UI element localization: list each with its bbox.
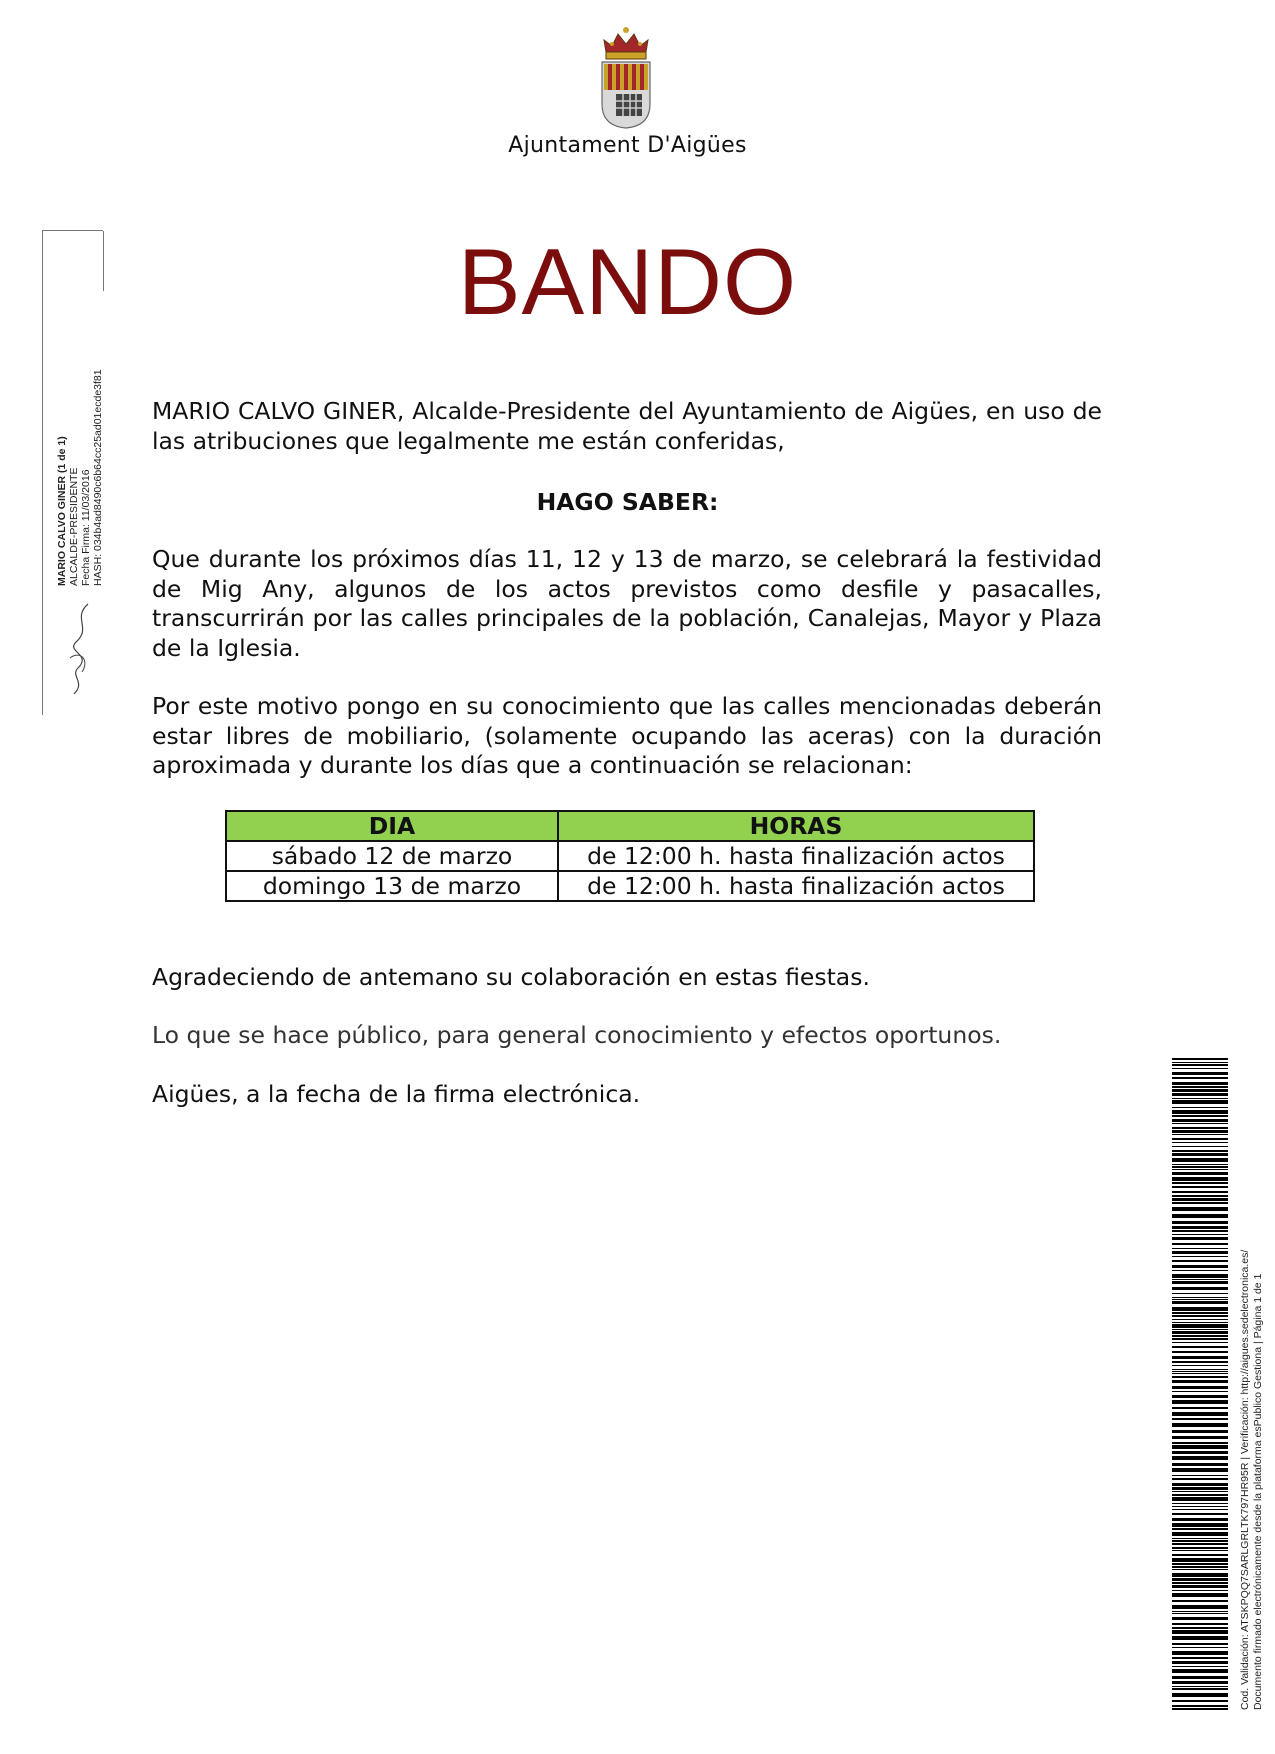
table-row — [226, 871, 1034, 901]
table-header-row — [226, 811, 1034, 841]
signature-stamp-text — [56, 369, 104, 586]
table-row — [226, 841, 1034, 871]
verification-platform: Documento firmado electrónicamente desde la plataforma esPublico Gestiona | Página 1 de 1 — [1252, 1273, 1264, 1710]
instructions-paragraph: Por este motivo pongo en su conocimiento que las calles mencionadas deberán estar libres de mobiliario, (solamente ocupando las aceras) con la duración aproximada y durante los días que a continuación se relacionan: — [152, 692, 1102, 779]
closing-place-date: Aigües, a la fecha de la firma electrónica. — [152, 1080, 641, 1108]
column-header-day: DIA — [226, 811, 558, 841]
signer-name: MARIO CALVO GINER (1 de 1) — [56, 436, 68, 586]
verification-text — [1239, 1250, 1265, 1710]
schedule-table — [225, 810, 1035, 902]
column-header-hours: HORAS — [558, 811, 1034, 841]
verification-code: Cod. Validación: ATSKPQQ7SARLGRLTK797HR95R | Verificación: http://aigues.sedelectronica.es/ — [1239, 1249, 1251, 1710]
coat-of-arms-icon — [596, 22, 656, 132]
table-cell-hours: de 12:00 h. hasta finalización actos — [558, 841, 1034, 871]
signature-date: Fecha Firma: 11/03/2016 — [80, 469, 92, 586]
table-cell-day: domingo 13 de marzo — [226, 871, 558, 901]
closing-publication: Lo que se hace público, para general conocimiento y efectos oportunos. — [152, 1021, 1002, 1049]
closing-thanks: Agradeciendo de antemano su colaboración en estas fiestas. — [152, 963, 870, 991]
intro-paragraph: MARIO CALVO GINER, Alcalde-Presidente del Ayuntamiento de Aigües, en uso de las atribuciones que legalmente me están conferidas, — [152, 397, 1102, 455]
table-cell-hours: de 12:00 h. hasta finalización actos — [558, 871, 1034, 901]
section-heading: HAGO SABER: — [536, 488, 719, 516]
signature-hash: HASH: 034b4ad8490c6b64cc25ad01ecde3f81 — [92, 369, 104, 586]
barcode-icon — [1172, 1058, 1228, 1710]
announcement-paragraph: Que durante los próximos días 11, 12 y 13 de marzo, se celebrará la festividad de Mig Any, algunos de los actos previstos como desfile y pasacalles, transcurrirán por las calles principales de la población, Canalejas, Mayor y Plaza de la Iglesia. — [152, 545, 1102, 662]
signer-role: ALCALDE-PRESIDENTE — [68, 467, 80, 586]
document-title: BANDO — [457, 229, 798, 334]
town-name: Ajuntament D'Aigües — [508, 133, 747, 158]
handwritten-signature-icon — [62, 598, 98, 698]
table-cell-day: sábado 12 de marzo — [226, 841, 558, 871]
